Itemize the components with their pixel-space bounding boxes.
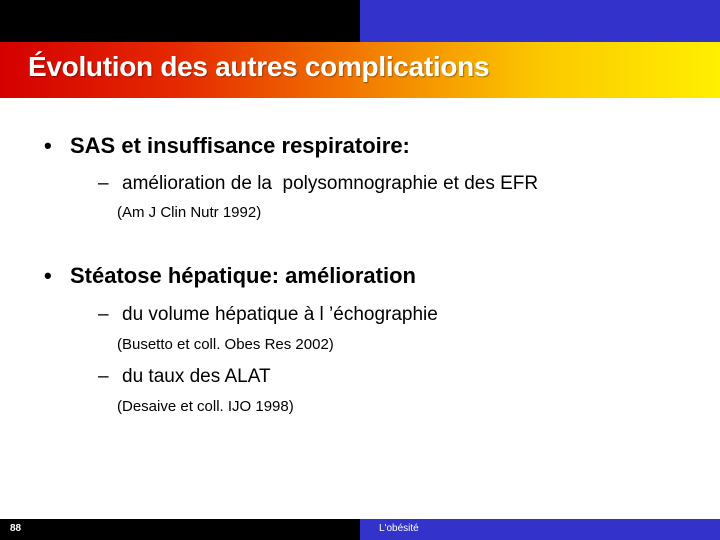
sub-bullet-volume <box>98 304 438 326</box>
bullet-sas <box>44 133 410 159</box>
sub-bullet-text: amélioration de la polysomnographie et des EFR <box>122 173 539 194</box>
slide-title: Évolution des autres complications <box>28 51 490 82</box>
top-bar <box>0 0 720 42</box>
sub-bullet-text: du volume hépatique à l ’échographie <box>122 304 438 325</box>
dash-marker: – <box>98 173 109 194</box>
bullet-marker: • <box>44 263 52 288</box>
bottom-bar <box>0 519 720 540</box>
sub-bullet-alat <box>98 366 271 388</box>
sub-bullet-text: du taux des ALAT <box>122 366 271 387</box>
bullet-marker: • <box>44 133 52 158</box>
footer-title: L'obésité <box>379 523 419 534</box>
page-number: 88 <box>10 523 22 534</box>
title-band <box>0 42 720 98</box>
dash-marker: – <box>98 366 109 387</box>
reference-desaive: (Desaive et coll. IJO 1998) <box>117 398 294 415</box>
reference-busetto: (Busetto et coll. Obes Res 2002) <box>117 336 334 353</box>
bullet-text: Stéatose hépatique: amélioration <box>70 263 416 288</box>
sub-bullet-efr <box>98 173 538 195</box>
bullet-steatose <box>44 263 416 289</box>
slide-content <box>0 98 720 508</box>
bottom-bar-black-segment <box>0 519 360 540</box>
top-bar-blue-segment <box>360 0 720 42</box>
reference-am-j-clin-nutr: (Am J Clin Nutr 1992) <box>117 204 262 221</box>
bullet-text: SAS et insuffisance respiratoire: <box>70 133 410 158</box>
dash-marker: – <box>98 304 109 325</box>
top-bar-black-segment <box>0 0 360 42</box>
bottom-bar-blue-segment <box>360 519 720 540</box>
